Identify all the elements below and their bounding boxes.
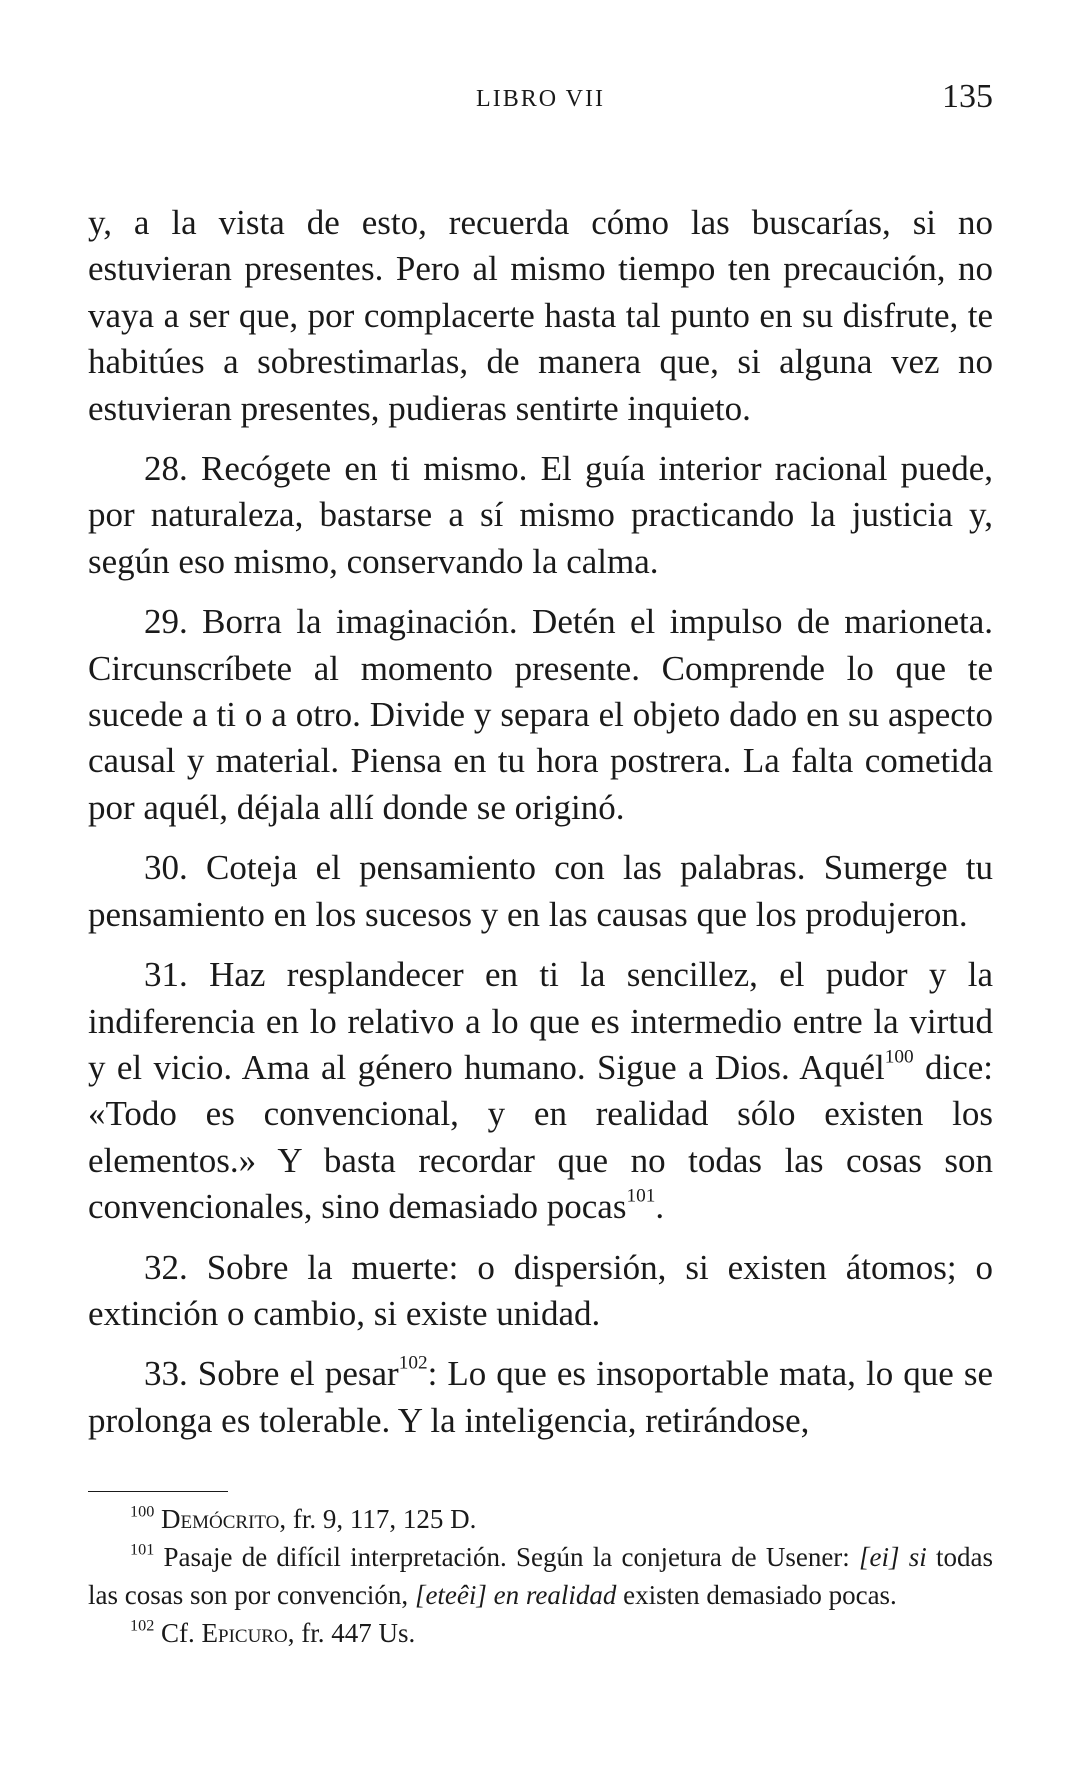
footnote-text: todas las cosas son por convención, (88, 1542, 993, 1610)
footnote-100 (88, 1500, 993, 1538)
paragraph-32: 32. Sobre la muerte: o dispersión, si existen átomos; o extinción o cambio, si existe unidad. (88, 1247, 993, 1333)
footnote-text: , fr. 9, 117, 125 D. (279, 1504, 477, 1534)
footnote-text: Pasaje de difícil interpretación. Según la conjetura de Usener: (154, 1542, 860, 1572)
footnote-text: Cf. (154, 1618, 202, 1648)
footnote-number: 100 (130, 1502, 155, 1521)
paragraph-33-text-b: : Lo que es insoportable mata, lo que se prolonga es tolerable. Y la inteligencia, retirándose, (88, 1354, 993, 1440)
footnote-author: Demócrito (161, 1504, 280, 1534)
book-page (88, 0, 993, 1766)
footnotes (88, 1500, 993, 1652)
footnote-ref-102[interactable]: 102 (398, 1352, 428, 1374)
footnote-ref-101[interactable]: 101 (626, 1185, 656, 1207)
footnote-number: 102 (130, 1616, 155, 1635)
footnote-number: 101 (130, 1540, 155, 1559)
footnote-greek-ei: [ei] si (859, 1542, 927, 1572)
footnote-author: Epicuro (201, 1618, 288, 1648)
paragraph-33-text-a: 33. Sobre el pesar (144, 1354, 399, 1394)
body-text (88, 200, 993, 1444)
footnote-rule (88, 1491, 228, 1492)
footnote-text: , fr. 447 Us. (287, 1618, 416, 1648)
paragraph-31 (88, 952, 993, 1230)
running-title: LIBRO VII (476, 86, 605, 112)
footnote-102 (88, 1614, 993, 1652)
footnote-101 (88, 1538, 993, 1614)
page-number: 135 (942, 78, 993, 115)
running-head (88, 78, 993, 128)
paragraph-31-text-c: . (655, 1187, 665, 1227)
footnote-greek-etei: [eteêi] en realidad (414, 1580, 617, 1610)
paragraph-31-text-b: dice: «Todo es convencional, y en realidad sólo existen los elementos.» Y basta recordar que no todas las cosas son convencionales, sino demasiado pocas (88, 1047, 993, 1227)
footnote-ref-100[interactable]: 100 (884, 1046, 914, 1068)
footnote-text: existen demasiado pocas. (616, 1580, 897, 1610)
paragraph-31-text-a: 31. Haz resplandecer en ti la sencillez, el pudor y la indiferencia en lo relativo a lo que es intermedio entre la virtud y el vicio. Ama al género humano. Sigue a Dios. Aquél (88, 955, 993, 1087)
paragraph-30: 30. Coteja el pensamiento con las palabras. Sumerge tu pensamiento en los sucesos y en las causas que los produjeron. (88, 848, 993, 934)
paragraph-28: 28. Recógete en ti mismo. El guía interior racional puede, por naturaleza, bastarse a sí mismo practicando la justicia y, según eso mismo, conservando la calma. (88, 449, 993, 581)
paragraph-33 (88, 1351, 993, 1444)
paragraph-continued: y, a la vista de esto, recuerda cómo las buscarías, si no estuvieran presentes. Pero al mismo tiempo ten precaución, no vaya a ser que, por complacerte hasta tal punto en su disfrute, te habitúes a sobrestimarlas, de manera que, si alguna vez no estuvieran presentes, pudieras sentirte inquieto. (88, 203, 993, 428)
paragraph-29: 29. Borra la imaginación. Detén el impulso de marioneta. Circunscríbete al momento presente. Comprende lo que te sucede a ti o a otro. Divide y separa el objeto dado en su aspecto causal y material. Piensa en tu hora postrera. La falta cometida por aquél, déjala allí donde se originó. (88, 602, 993, 827)
